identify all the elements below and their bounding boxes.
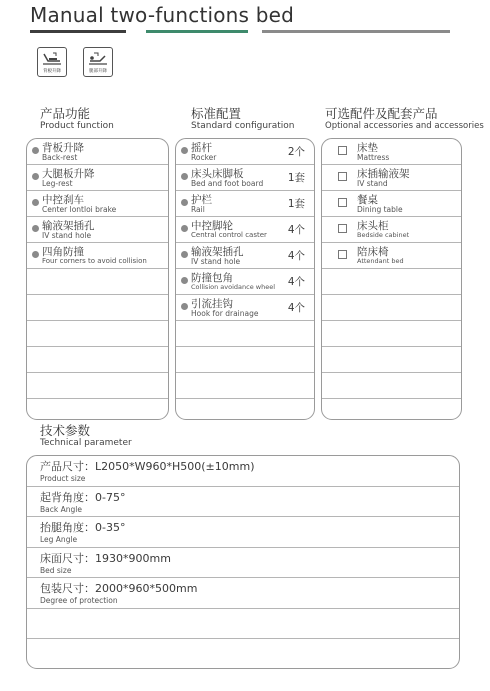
bullet-icon [32,147,39,154]
title-rule-dark [30,30,126,33]
standard-configuration-header: 标准配置 Standard configuration [191,106,295,131]
checkbox-icon [338,224,347,233]
list-item: 床垫 Mattress [322,139,461,165]
leg-lift-caption: 腿部升降 [89,69,107,74]
title-rule-green [146,30,248,33]
empty-row [27,639,459,669]
list-item: 床头床脚板 Bed and foot board 1套 [176,165,314,191]
checkbox-icon [338,250,347,259]
title-rule-gray [262,30,450,33]
optional-accessories-panel [321,138,462,420]
list-item: 中控刹车 Center lontloi brake [27,191,168,217]
empty-row [176,399,314,420]
list-item: 四角防撞 Four corners to avoid collision [27,243,168,269]
empty-row [176,373,314,399]
list-item: 餐桌 Dining table [322,191,461,217]
leg-lift-icon [83,47,113,77]
param-row: 起背角度：0-75° Back Angle [27,487,459,518]
list-item: 摇杆 Rocker 2个 [176,139,314,165]
bullet-icon [181,303,188,310]
optional-accessories-header: 可选配件及配套产品 Optional accessories and accessories [325,106,484,131]
checkbox-icon [338,146,347,155]
empty-row [27,269,168,295]
empty-row [322,269,461,295]
technical-parameter-panel [26,455,460,669]
list-item: 防撞包角 Collision avoidance wheel 4个 [176,269,314,295]
list-item: 床插输液架 IV stand [322,165,461,191]
param-row: 产品尺寸：L2050*W960*H500(±10mm) Product size [27,456,459,487]
technical-parameter-header: 技术参数 Technical parameter [40,423,132,448]
param-row: 床面尺寸：1930*900mm Bed size [27,548,459,579]
back-lift-icon [37,47,67,77]
empty-row [176,347,314,373]
empty-row [176,321,314,347]
list-item: 陪床椅 Attendant bed [322,243,461,269]
empty-row [322,295,461,321]
product-function-header: 产品功能 Product function [40,106,114,131]
page-title: Manual two-functions bed [30,3,295,27]
empty-row [322,321,461,347]
empty-row [27,321,168,347]
list-item: 背板升降 Back-rest [27,139,168,165]
empty-row [322,373,461,399]
empty-row [27,347,168,373]
list-item: 床头柜 Bedside cabinet [322,217,461,243]
bullet-icon [181,225,188,232]
list-item: 输液架插孔 IV stand hole 4个 [176,243,314,269]
param-row: 包装尺寸：2000*960*500mm Degree of protection [27,578,459,609]
list-item: 输液架插孔 IV stand hole [27,217,168,243]
empty-row [322,347,461,373]
empty-row [27,295,168,321]
list-item: 中控脚轮 Central control caster 4个 [176,217,314,243]
bullet-icon [32,173,39,180]
list-item: 引流挂钩 Hook for drainage 4个 [176,295,314,321]
empty-row [322,399,461,420]
bullet-icon [181,251,188,258]
bullet-icon [181,277,188,284]
bullet-icon [32,199,39,206]
list-item: 大腿板升降 Leg-rest [27,165,168,191]
product-function-panel [26,138,169,420]
bullet-icon [181,147,188,154]
bullet-icon [181,199,188,206]
empty-row [27,399,168,420]
bullet-icon [32,225,39,232]
checkbox-icon [338,172,347,181]
bullet-icon [32,251,39,258]
empty-row [27,373,168,399]
param-row: 抬腿角度：0-35° Leg Angle [27,517,459,548]
empty-row [27,609,459,640]
standard-configuration-panel [175,138,315,420]
back-lift-caption: 背板升降 [43,69,61,74]
bullet-icon [181,173,188,180]
list-item: 护栏 Rail 1套 [176,191,314,217]
checkbox-icon [338,198,347,207]
